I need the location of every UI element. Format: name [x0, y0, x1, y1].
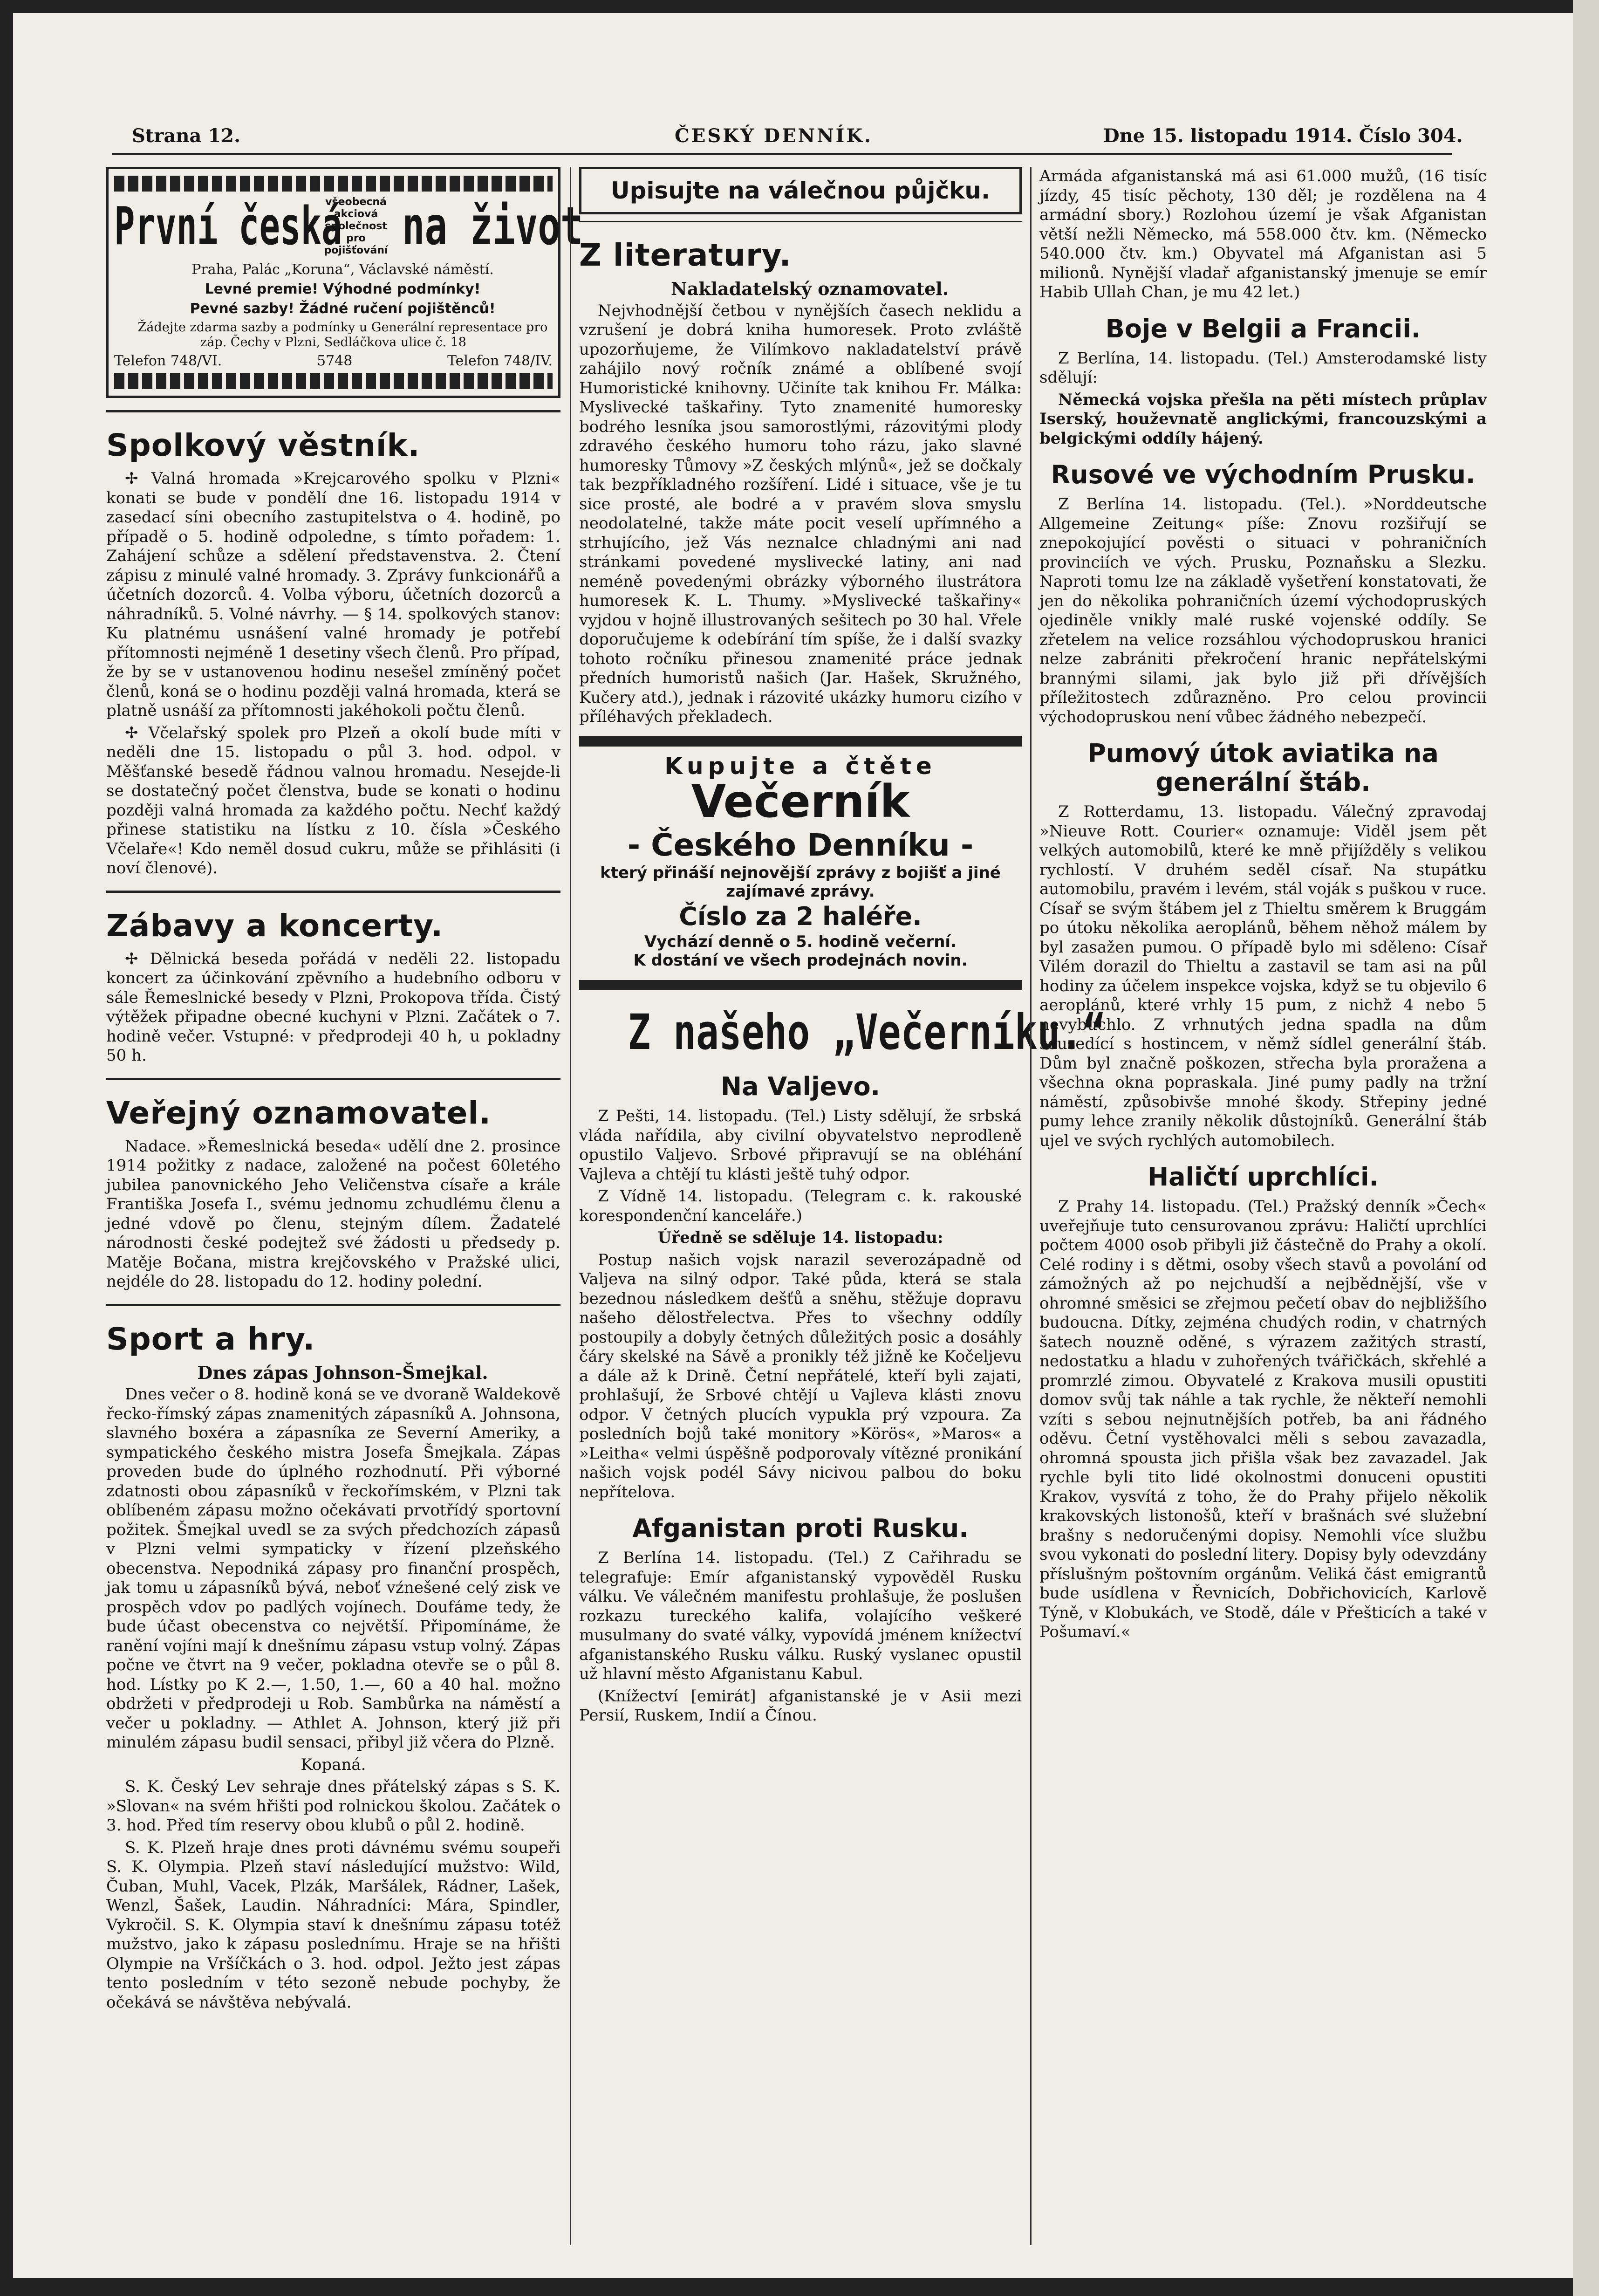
heading-z-literatury: Z literatury. — [579, 237, 792, 273]
article-paragraph: Armáda afganistanská má asi 61.000 mužů, (16 tisíc jízdy, 45 tisíc pěchoty, 130 děl; je rozdělena na 4 armádní sbory.) Rozlohou území je však Afganistan větší nežli Německo, má 558.000 čtv. km. (Německo 540.000 čtv. km.) Obyvatel má Afganistan asi 5 milionů. Nynější vladař afganistanský jmenuje se emír Habib Ullah Chan, je mu 42 let.) — [1039, 167, 1487, 302]
article-paragraph: Z Berlína 14. listopadu. (Tel.). »Norddeutsche Allgemeine Zeitung« píše: Znovu rozšiřují se znepokojující pověsti o situaci v pohraničních provinciích ve vých. Prusku, Poznaňsku a Slezku. Naproti tomu lze na základě vyšetření konstatovati, že jen do několika pohraničních území východopruských ojediněle vnikly malé ruské vojenské oddíly. Se zřetelem na velice rozsáhlou východopruskou hranici nelze zabrániti překročení hranic nepřátelskými brannými silami, jak bylo již při dřívějších příležitostech zdůrazněno. Pro celou provincii východopruskou není vůbec žádného nebezpečí. — [1039, 495, 1487, 726]
section-rule — [579, 221, 1022, 222]
ad-phone-1: Telefon 748/VI. — [114, 353, 222, 369]
column-2 — [579, 167, 1106, 1728]
article-paragraph: S. K. Plzeň hraje dnes proti dávnému svému soupeři S. K. Olympia. Plzeň staví následující mužstvo: Wild, Čuban, Muhl, Vacek, Plzák, Maršálek, Rádner, Lašek, Wenzl, Šašek, Laudin. Náhradníci: Mára, Spindler, Vykročil. S. K. Olympia staví k dnešnímu zápasu totéž mužstvo, jako k zápasu poslednímu. Hraje se na hřišti Olympie na Vršíčkách o 3. hod. odpol. Ježto jest zápas tento posledním v této sezoně nebude pochyby, že očekává se návštěva nebývalá. — [106, 1838, 560, 2012]
issue-date: Dne 15. listopadu 1914. Číslo 304. — [1103, 125, 1463, 147]
heading-boje-v-belgii: Boje v Belgii a Francii. — [1105, 314, 1421, 343]
ad-brand-b: na život — [402, 196, 583, 257]
newspaper-page — [13, 13, 1573, 2278]
article-subheading: Dnes zápas Johnson-Šmejkal. — [197, 1362, 488, 1383]
vecernik-ad-line: - Českého Denníku - — [627, 827, 974, 863]
ad-brand-sub: všeobecná akciová společnost pro pojišťování — [324, 196, 388, 256]
vecernik-ad-line: který přináší nejnovější zprávy z bojišť a jiné zajímavé zprávy. — [600, 864, 1001, 901]
article-paragraph: ✢ Včelařský spolek pro Plzeň a okolí bude míti v neděli dne 15. listopadu o půl 3. hod. odpol. v Měšťanské besedě řádnou valnou hromadu. Nesejde-li se dostatečný počet členstva, bude se konati o hodinu později valná hromada za každého počtu. Nechť každý přinese statistiku na lístku z 10. čísla »Českého Včelaře«! Kdo neměl dosud cukru, může se přihlásiti (i noví členové). — [106, 723, 560, 877]
ad-phone-2: Telefon 748/IV. — [447, 353, 553, 369]
article-paragraph: Z Rotterdamu, 13. listopadu. Válečný zpravodaj »Nieuve Rott. Courier« oznamuje: Viděl jsem pět velkých automobilů, které ke mně přijížděly s velikou rychlostí. V druhém seděl císař. Na stupátku automobilu, pravém i levém, stál voják s puškou v ruce. Císař se svým štábem jel z Thieltu směrem k Bruggám po útoku několika aeroplánů, během něhož málem by byl zasažen pumou. O případě bylo mi sděleno: Císař Vilém dorazil do Thieltu a zastavil se tam asi na půl hodiny za účelem inspekce vojska, když se tu objevilo 6 aeroplánů, které vrhly 15 pum, z nichž 4 nebo 5 nevybuchlo. Z vrhnutých jedna spadla na dům sousedící s hostincem, v němž sídlel generální štáb. Dům byl značně poškozen, střecha byla proražena a všechna okna popraskala. Jiné pumy padly na tržní náměstí, způsobivše mnohé škody. Střepiny jedné pumy lehce zranily několik důstojníků. Generální štáb ujel ve svých rychlých automobilech. — [1039, 802, 1487, 1150]
section-rule — [106, 1078, 560, 1080]
column-3 — [1039, 167, 1487, 1645]
war-loan-box: Upisujte na válečnou půjčku. — [579, 167, 1022, 214]
column-separator — [570, 167, 571, 2245]
vecernik-ad-line: Vychází denně o 5. hodině večerní. — [644, 932, 957, 951]
ad-address: Praha, Palác „Koruna“, Václavské náměstí. — [191, 261, 494, 278]
vecernik-ad-title: Večerník — [691, 775, 910, 828]
ad-line-2: Pevné sazby! Žádné ručení pojištěnců! — [190, 301, 496, 317]
article-subheading: Nakladatelský oznamovatel. — [671, 278, 949, 299]
section-rule — [106, 891, 560, 893]
article-paragraph: Nadace. »Řemeslnická beseda« udělí dne 2. prosince 1914 požitky z nadace, založené na počest 60letého jubilea panovnického Jeho Veličenstva císaře a krále Františka Josefa I., svému jednomu zchudlému členu a jedné vdově po členu, stejným dílem. Žadatelé národnosti české podejtež své žádosti u předsedy p. Matěje Bočana, mistra krejčovského v Pražské ulici, nejdéle do 28. listopadu do 12. hodiny polední. — [106, 1137, 560, 1291]
header-rule — [112, 153, 1452, 155]
ad-line-3: Žádejte zdarma sazby a podmínky u Generální representace pro záp. Čechy v Plzni, Sedláčkova ulice č. 18 — [137, 320, 548, 350]
article-paragraph: Z Berlína, 14. listopadu. (Tel.) Amsterodamské listy sdělují: — [1039, 349, 1487, 387]
heading-zabavy: Zábavy a koncerty. — [106, 907, 444, 944]
heading-rusove-v-prusku: Rusové ve východním Prusku. — [1051, 460, 1476, 489]
article-paragraph: Nejvhodnější četbou v nynějších časech neklidu a vzrušení je dobrá kniha humoresek. Proto zvláště upozorňujeme, že Vilímkovo nakladatelství právě zahájilo nový ročník známé a oblíbené svojí Humoristické knihovny. Učiníte tak knihou Fr. Málka: Myslivecké taškařiny. Tyto znamenité humoresky bodrého lesníka jsou samorostlými, rázovitými plody zdravého českého humoru toho rázu, jako slavné humoresky Tůmovy »Z českých mlýnů«, jež se dočkaly tak bezpříkladného rozšíření. Lidé i situace, vše je tu sice prosté, ale bodré a v pravém slova smyslu neodolatelné, takže máte pocit veselí upřímného a strhujícího, jež Vás neznalce chladnými ani nad stránkami povedené myslivecké latiny, ani nad neméně povedenými obrázky výborného ilustrátora humoresek K. L. Thumy. »Myslivecké taškařiny« vyjdou v hojně illustrovaných sešitech po 30 hal. Vřele doporučujeme k odebírání tím spíše, že i další svazky tohoto ročníku přinesou znamenité práce jednak předních humoristů našich (Jar. Hašek, Skružného, Kučery atd.), jednak i rázovité ukázky humoru cizího v příléhavých překladech. — [579, 301, 1022, 726]
heading-sport: Sport a hry. — [106, 1321, 315, 1357]
heading-halicti-uprchlici: Haličtí uprchlíci. — [1147, 1162, 1379, 1192]
section-rule — [106, 410, 560, 412]
ad-hatch-top — [114, 176, 553, 192]
heading-na-valjevo: Na Valjevo. — [720, 1072, 881, 1101]
article-subheading: Kopaná. — [301, 1755, 366, 1774]
article-paragraph: Z Vídně 14. listopadu. (Telegram c. k. rakouské korespondenční kanceláře.) — [579, 1187, 1022, 1225]
article-paragraph: Německá vojska přešla na pěti místech průplav Iserský, houževnatě anglickými, francouzskými a belgickými oddíly hájený. — [1039, 390, 1487, 448]
article-paragraph: ✢ Dělnická beseda pořádá v neděli 22. listopadu koncert za účinkování zpěvního a hudebního odboru v sále Řemeslnické besedy v Plzni, Prokopova třída. Čistý výtěžek připadne obecné kuchyni v Plzni. Začátek o 7. hodině večer. Vstupné: v předprodeji 40 h, u pokladny 50 h. — [106, 949, 560, 1065]
scan-edge — [1573, 0, 1599, 2296]
article-paragraph: Z Prahy 14. listopadu. (Tel.) Pražský denník »Čech« uveřejňuje tuto censurovanou zprávu: Haličtí uprchlíci počtem 4000 osob přibyli již částečně do Prahy a okolí. Celé rodiny i s dětmi, osoby všech stavů a povolání od zámožných až po nejchudší a nejbědnější, vše v ohromné směsici se zřejmou pečetí obav do nejbližšího budoucna. Dítky, zejména chudých rodin, v chatrných šatech nouzně oděné, s výrazem zažitých strastí, nedostatku a hladu v zuhořených tvářičkách, skřehlé a promrzlé zimou. Obyvatelé z Krakova musili opustiti domov svůj tak náhle a tak rychle, že někteří nemohli vzíti s sebou nejnutnějších potřeb, ba ani řádného oděvu. Četní vystěhovalci měli s sebou zavazadla, ohromná spousta jich přišla však bez zavazadel. Jak rychle byli tito lidé okolnostmi donuceni opustiti Krakov, vysvítá z toho, že do Prahy přijelo několik krakovských listonošů, kteří v brašnách své služební brašny s nedoručenými dopisy. Nemohli více službu svou vykonati do poslední litery. Dopisy byly odevzdány příslušným poštovním orgánům. Veliká část emigrantů bude usídlena v Řevnicích, Dobřichovicích, Karlově Týně, v Klobukách, ve Stodě, dále v Přešticích a také v Pošumaví.« — [1039, 1197, 1487, 1641]
heading-afganistan: Afganistan proti Rusku. — [632, 1514, 969, 1543]
article-paragraph: Z Pešti, 14. listopadu. (Tel.) Listy sdělují, že srbská vláda nařídila, aby civilní obyvatelstvo neprodleně opustilo Valjevo. Srbové připravují se na obléhání Vajleva a chtějí tu klásti ještě tuhý odpor. — [579, 1107, 1022, 1184]
section-rule — [106, 1304, 560, 1306]
heading-spolkovy-vestnik: Spolkový věstník. — [106, 427, 420, 463]
article-paragraph: S. K. Český Lev sehraje dnes přátelský zápas s S. K. »Slovan« na svém hřišti pod rolnickou školou. Začátek o 3. hod. Před tím reservy obou klubů o půl 2. hodině. — [106, 1777, 560, 1835]
ad-hatch-bottom — [114, 373, 553, 389]
vecernik-ad — [579, 736, 1022, 991]
heading-verejny-oznamovatel: Veřejný oznamovatel. — [106, 1095, 492, 1131]
article-paragraph: Postup našich vojsk narazil severozápadně od Valjeva na silný odpor. Také půda, která se stala bezednou následkem dešťů a sněhu, stěžuje dopravu našeho dělostřelectva. Přes to všechny oddíly postoupily a dobyly četných důležitých posic a dosáhly čáry skelské na Sávě a pronikly též jižně ke Kočeljevu a dále až k Drině. Četní nepřátelé, kteří byli zajati, prohlašují, že Srbové chtějí u Vajleva klásti znovu odpor. V četných plucích vypukla prý vzpoura. Za posledních bojů také monitory »Körös«, »Maros« a »Leitha« velmi úspěšně podporovaly vítězné pronikání našich vojsk podél Sávy nicivou palbou do boku nepřítelova. — [579, 1250, 1022, 1501]
newspaper-title: ČESKÝ DENNÍK. — [675, 125, 873, 147]
column-1 — [106, 167, 583, 2015]
article-paragraph: ✢ Valná hromada »Krejcarového spolku v Plzni« konati se bude v pondělí dne 16. listopadu 1914 v zasedací síni obecního zastupitelstva o 4. hodině, po případě o 5. hodině odpoledne, s tímto pořadem: 1. Zahájení schůze a sdělení představenstva. 2. Čtení zápisu z minulé valné hromady. 3. Zprávy funkcionářů a účetních dozorců. 4. Volba výboru, účetních dozorců a náhradníků. 5. Volné návrhy. — § 14. spolkových stanov: Ku platnému usnášení valné hromady je potřebí přítomnosti nejméně 1 desetiny všech členů. Pro případ, že by se v ustanovenou hodinu nesešel zmíněný počet členů, koná se o hodinu později valná hromada, která se platně usnáší za přítomnosti jakéhokoli počtu členů. — [106, 469, 560, 720]
heading-z-naseho-vecerniku: Z našeho „Večerníku.“ — [628, 1004, 1106, 1061]
insurance-ad — [106, 167, 583, 398]
heading-pumovy-utok: Pumový útok aviatika na generální štáb. — [1087, 739, 1439, 797]
article-paragraph: Z Berlína 14. listopadu. (Tel.) Z Cařihradu se telegrafuje: Emír afganistanský vypověděl Rusku válku. Ve válečném manifestu prohlašuje, že poslušen rozkazu tureckého kalifa, volajícího veškeré musulmany do svaté války, vypovídá jménem knížectví afganistanského Rusku válku. Ruský vyslanec opustil už hlavní město Afganistanu Kabul. — [579, 1549, 1022, 1683]
vecernik-ad-line: Kupujte a čtěte — [664, 752, 936, 780]
ad-brand-a: První česká — [114, 196, 342, 257]
article-paragraph: (Knížectví [emirát] afganistanské je v Asii mezi Persií, Ruskem, Indií a Čínou. — [579, 1686, 1022, 1725]
article-paragraph: Dnes večer o 8. hodině koná se ve dvoraně Waldekově řecko-římský zápas znamenitých zápasníků A. Johnsona, slavného boxéra a zápasníka ze Severní Ameriky, a sympatického českého mistra Josefa Šmejkala. Zápas proveden bude do úplného rozhodnutí. Při výborné zdatnosti obou zápasníků v řeckořímském, v Plzni tak oblíbeném zápasu možno očekávati prvotřídý sportovní požitek. Šmejkal uvedl se za svých předchozích zápasů v Plzni velmi sympaticky v řízení plzeňského obecenstva. Nepodniká zápasy pro finanční prospěch, jak tomu u zápasníků bývá, neboť vźnešené celý zisk ve prospěch vdov po padlých vojínech. Doufáme tedy, že bude účast obecenstva co největší. Připomínáme, že ranění vojíni mají k dnešnímu zápasu vstup volný. Zápas počne ve čtvrt na 9 večer, pokladna otevře se o půl 8. hod. Lístky po K 2.—, 1.50, 1.—, 60 a 40 hal. možno obdržeti v předprodeji u Rob. Sambůrka na náměstí a večer u pokladny. — Athlet A. Johnson, který již při minulém zápasu budil sensaci, přibyl již včera do Plzně. — [106, 1385, 560, 1752]
article-subheading: Úředně se sděluje 14. listopadu: — [657, 1228, 943, 1247]
vecernik-ad-line: K dostání ve všech prodejnách novin. — [633, 951, 968, 970]
ad-phones — [114, 353, 553, 370]
column-separator — [1030, 167, 1032, 2245]
page-number: Strana 12. — [132, 125, 240, 147]
ad-phone-mid: 5748 — [316, 353, 353, 369]
ad-line-1: Levné premie! Výhodné podmínky! — [205, 281, 481, 297]
vecernik-ad-price: Číslo za 2 haléře. — [679, 902, 922, 931]
